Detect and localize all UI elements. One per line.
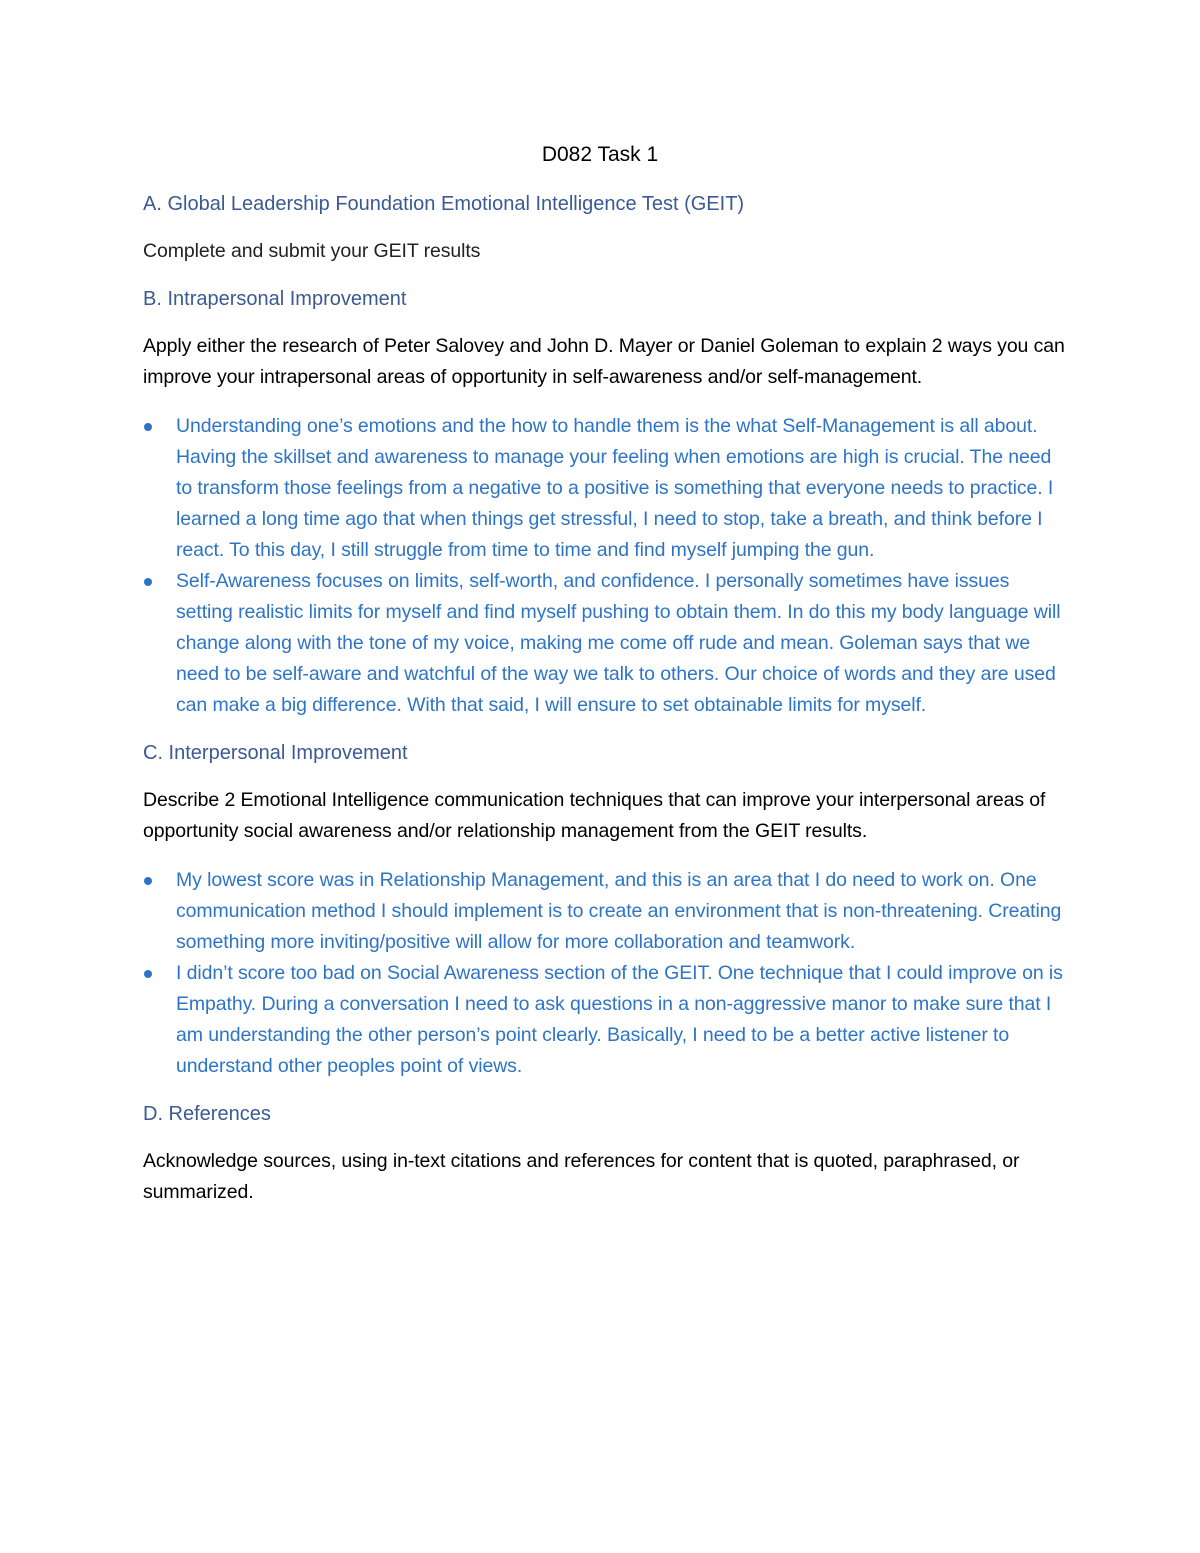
bullet-icon bbox=[144, 958, 154, 989]
section-a-text: Complete and submit your GEIT results bbox=[143, 240, 481, 262]
section-b-heading: B. Intrapersonal Improvement bbox=[143, 288, 407, 310]
section-d-heading: D. References bbox=[143, 1103, 271, 1125]
answer-text: My lowest score was in Relationship Management, and this is an area that I do need to work on. One communication method I should implement is to create an environment that is non-threatening. Creating something more inviting/positive will allow for more collaboration and teamwork. bbox=[176, 869, 1062, 953]
list-item bbox=[176, 411, 1066, 566]
list-item bbox=[176, 566, 1066, 721]
answer-text: Self-Awareness focuses on limits, self-worth, and confidence. I personally sometimes have issues setting realistic limits for myself and find myself pushing to obtain them. In do this my body language will change along with the tone of my voice, making me come off rude and mean. Goleman says that we need to be self-aware and watchful of the way we talk to others. Our choice of words and they are used can make a big difference. With that said, I will ensure to set obtainable limits for myself. bbox=[176, 570, 1061, 716]
section-b-answer-list bbox=[0, 411, 1200, 721]
document-title: D082 Task 1 bbox=[541, 143, 659, 166]
section-d-prompt: Acknowledge sources, using in-text citations and references for content that is quoted, paraphrased, or summarized. bbox=[143, 1150, 1020, 1203]
section-c-heading: C. Interpersonal Improvement bbox=[143, 742, 408, 764]
section-c-answer-list bbox=[0, 865, 1200, 1082]
answer-text: I didn’t score too bad on Social Awareness section of the GEIT. One technique that I could improve on is Empathy. During a conversation I need to ask questions in a non-aggressive manor to make sure that I am understanding the other person’s point clearly. Basically, I need to be a better active listener to understand other peoples point of views. bbox=[176, 962, 1063, 1077]
section-a-heading: A. Global Leadership Foundation Emotional Intelligence Test (GEIT) bbox=[143, 193, 745, 215]
section-b-prompt: Apply either the research of Peter Salovey and John D. Mayer or Daniel Goleman to explain 2 ways you can improve your intrapersonal areas of opportunity in self-awareness and/or self-management. bbox=[143, 335, 1065, 388]
bullet-icon bbox=[144, 566, 154, 597]
bullet-icon bbox=[144, 411, 154, 442]
bullet-icon bbox=[144, 865, 154, 896]
list-item bbox=[176, 958, 1066, 1082]
section-c-prompt: Describe 2 Emotional Intelligence communication techniques that can improve your interpersonal areas of opportunity social awareness and/or relationship management from the GEIT results. bbox=[143, 789, 1046, 842]
answer-text: Understanding one’s emotions and the how to handle them is the what Self-Management is all about. Having the skillset and awareness to manage your feeling when emotions are high is crucial. The need to transform those feelings from a negative to a positive is something that everyone needs to practice. I learned a long time ago that when things get stressful, I need to stop, take a breath, and think before I react. To this day, I still struggle from time to time and find myself jumping the gun. bbox=[176, 415, 1054, 561]
list-item bbox=[176, 865, 1066, 958]
